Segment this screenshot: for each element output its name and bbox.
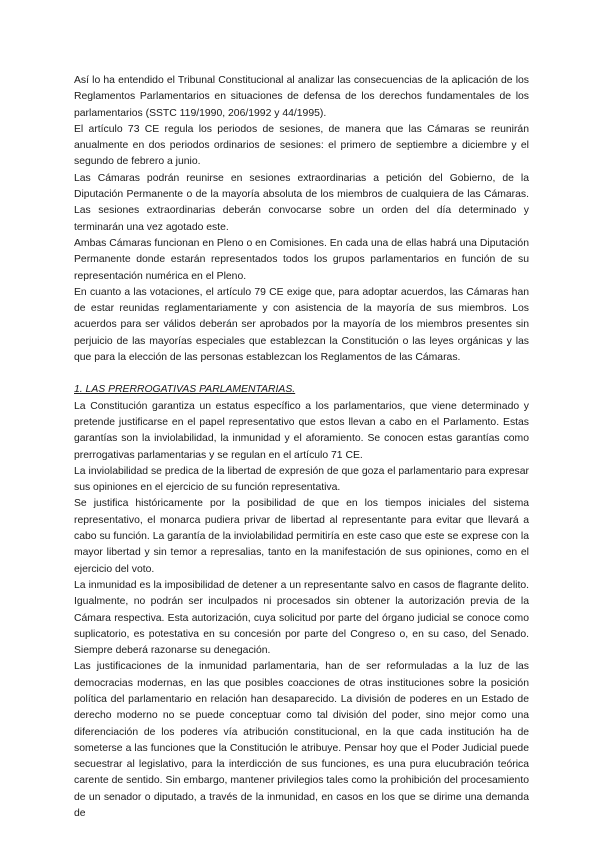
document-page [74, 73, 529, 822]
paragraph-extraordinary-sessions: Las Cámaras podrán reunirse en sesiones extraordinarias a petición del Gobierno, de la Diputación Permanente o de la mayoría absoluta de los miembros de cualquiera de las Cámaras. Las sesiones extraordinarias deberán convocarse sobre un orden del día determinado y terminarán una vez agotado este. [74, 172, 529, 233]
paragraph-guarantees: La Constitución garantiza un estatus específico a los parlamentarios, que viene determinado y pretende justificarse en el papel representativo que estos llevan a cabo en el Parlamento. Estas garantías son la inviolabilidad, la inmunidad y el aforamiento. Se conocen estas garantías como prerrogativas parlamentarias y se regulan en el artículo 71 CE. [74, 400, 529, 461]
section-heading: 1. LAS PRERROGATIVAS PARLAMENTARIAS. [74, 384, 296, 396]
paragraph-voting: En cuanto a las votaciones, el artículo 79 CE exige que, para adoptar acuerdos, las Cámaras han de estar reunidas reglamentariamente y con asistencia de la mayoría de sus miembros. Los acuerdos para ser válidos deberán ser aprobados por la mayoría de los miembros presentes sin perjuicio de las mayorías especiales que establezcan la Constitución o las leyes orgánicas y las que para la elección de las personas establezcan los Reglamentos de las Cámaras. [74, 286, 529, 364]
paragraph-historical-justification: Se justifica históricamente por la posibilidad de que en los tiempos iniciales del sistema representativo, el monarca pudiera privar de libertad al representante para evitar que llevará a cabo su función. La garantía de la inviolabilidad permitiría en este caso que este se exprese con la mayor libertad y sin temor a represalias, tanto en la manifestación de sus opiniones, como en el ejercicio del voto. [74, 498, 529, 575]
paragraph-immunity-justifications: Las justificaciones de la inmunidad parlamentaria, han de ser reformuladas a la luz de las democracias modernas, en las que posibles coacciones de otras instituciones sobre la posición política del parlamentario en relación han desaparecido. La división de poderes en un Estado de derecho moderno no se puede conceptuar como tal división del poder, sino mejor como una diferenciación de los poderes vía atribución constitucional, en la que cada institución ha de someterse a las funciones que la Constitución le atribuye. Pensar hoy que el Poder Judicial puede secuestrar al legislativo, para la interdicción de sus funciones, es una pura elucubración teórica carente de sentido. Sin embargo, mantener privilegios tales como la prohibición del procesamiento de un senador o diputado, a través de la inmunidad, en casos en los que se dirime una demanda de [74, 661, 529, 820]
paragraph-inviolability: La inviolabilidad se predica de la libertad de expresión de que goza el parlamentario para expresar sus opiniones en el ejercicio de su función representativa. [74, 465, 529, 494]
paragraph-tc-interpretation: Así lo ha entendido el Tribunal Constitucional al analizar las consecuencias de la aplicación de los Reglamentos Parlamentarios en situaciones de defensa de los derechos fundamentales de los parlamentarios (SSTC 119/1990, 206/1992 y 44/1995). [74, 75, 529, 119]
paragraph-immunity: La inmunidad es la imposibilidad de detener a un representante salvo en casos de flagrante delito. Igualmente, no podrán ser inculpados ni procesados sin obtener la autorización previa de la Cámara respectiva. Esta autorización, cuya solicitud por parte del órgano judicial se conoce como suplicatorio, es potestativa en su concesión por parte del Congreso o, en su caso, del Senado. Siempre deberá razonarse su denegación. [74, 579, 529, 657]
paragraph-plenary-commissions: Ambas Cámaras funcionan en Pleno o en Comisiones. En cada una de ellas habrá una Diputación Permanente donde estarán representados todos los grupos parlamentarios en función de su representación numérica en el Pleno. [74, 237, 529, 282]
paragraph-session-periods: El artículo 73 CE regula los periodos de sesiones, de manera que las Cámaras se reunirán anualmente en dos periodos ordinarios de sesiones: el primero de septiembre a diciembre y el segundo de febrero a junio. [74, 123, 529, 168]
